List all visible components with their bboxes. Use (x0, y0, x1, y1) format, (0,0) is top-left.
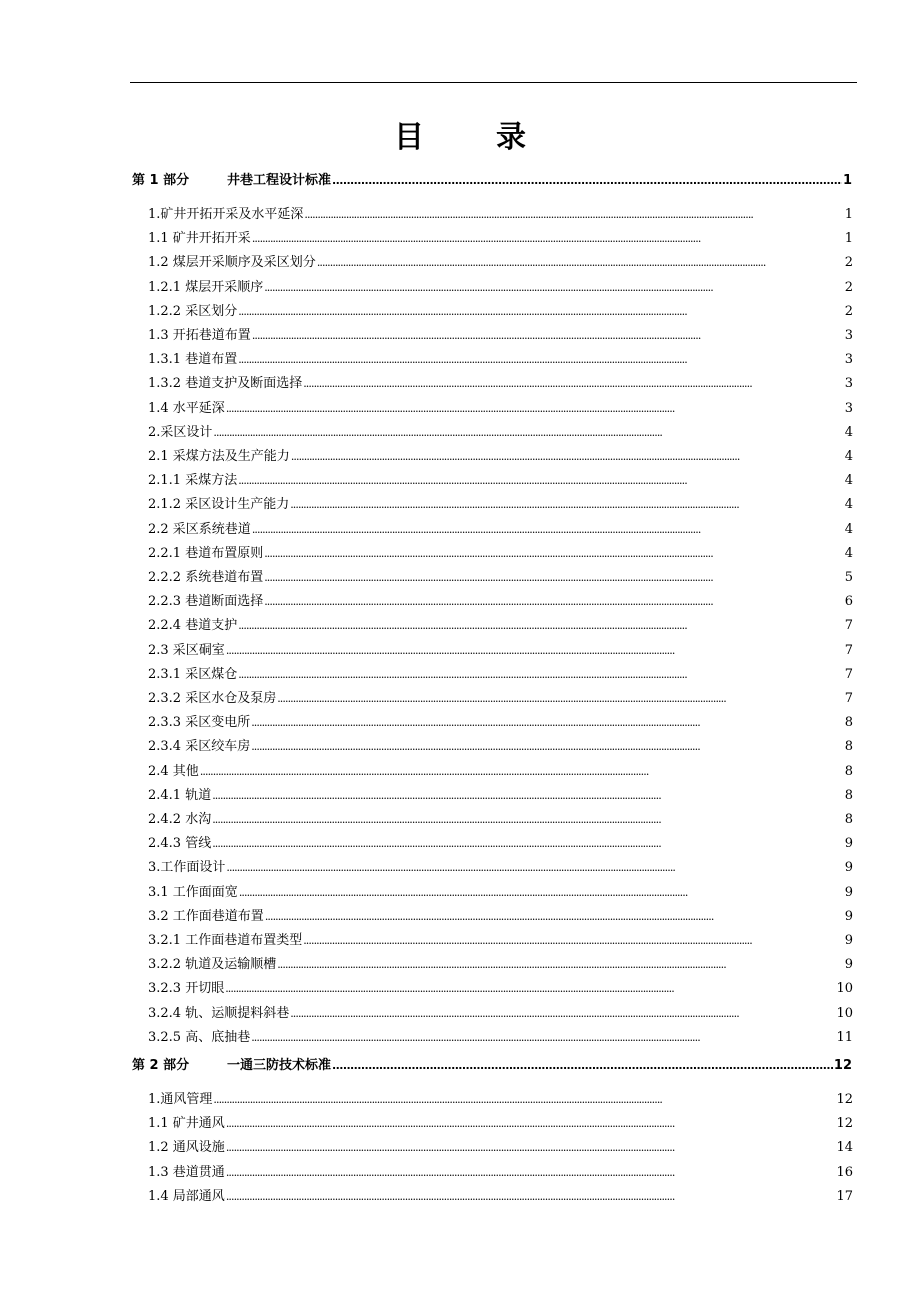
toc-entry-label: 1.1 矿井开拓开采 (148, 231, 251, 247)
toc-entry[interactable] (148, 812, 853, 828)
toc-entry-label: 2.4 其他 (148, 763, 199, 779)
dot-leader (332, 173, 842, 189)
dot-leader (226, 1140, 836, 1156)
dot-leader (277, 957, 844, 973)
toc-entry[interactable] (148, 739, 853, 755)
toc-entry[interactable] (148, 1140, 853, 1156)
toc-entry[interactable] (148, 570, 853, 586)
toc-page-number: 9 (844, 836, 853, 852)
dot-leader (252, 231, 844, 247)
toc-entry-label: 2.采区设计 (148, 424, 213, 440)
toc-page-number: 8 (844, 739, 853, 755)
toc-entry-label (132, 1058, 331, 1074)
toc-page-number: 9 (844, 908, 853, 924)
toc-entry-label (132, 173, 331, 189)
dot-leader (225, 981, 835, 997)
toc-page-number: 3 (844, 400, 853, 416)
toc-entry-label: 3.2.1 工作面巷道布置类型 (148, 933, 303, 948)
toc-page-number: 14 (836, 1140, 853, 1156)
toc-entry[interactable] (148, 352, 853, 368)
dot-leader (304, 207, 843, 223)
dot-leader (332, 1058, 833, 1074)
toc-entry[interactable] (148, 1189, 853, 1205)
toc-entry[interactable] (148, 255, 853, 271)
toc-page-number: 9 (844, 933, 853, 948)
toc-page-number: 6 (844, 594, 853, 610)
header-rule (130, 82, 857, 83)
toc-entry[interactable] (148, 981, 853, 997)
toc-entry[interactable] (148, 1006, 853, 1022)
toc-page-number: 4 (844, 497, 853, 513)
toc-part-heading[interactable] (132, 173, 852, 189)
toc-entry-label: 1.2 通风设施 (148, 1140, 225, 1156)
toc-entry[interactable] (148, 1116, 853, 1132)
toc-entry-label: 1.3.1 巷道布置 (148, 352, 238, 368)
toc-entry[interactable] (148, 667, 853, 683)
toc-entry[interactable] (148, 328, 853, 344)
toc-page-number: 9 (844, 957, 853, 973)
dot-leader (252, 522, 844, 538)
toc-entry-label: 3.2.2 轨道及运输顺槽 (148, 957, 277, 973)
toc-page-number: 1 (844, 231, 853, 247)
dot-leader (277, 691, 844, 707)
toc-page-number: 12 (833, 1058, 852, 1073)
toc-entry[interactable] (148, 909, 853, 925)
toc-entry[interactable] (148, 836, 853, 852)
toc-entry[interactable] (148, 788, 853, 804)
toc-entry-label: 3.1 工作面面宽 (148, 884, 238, 900)
part-title: 一通三防技术标准 (227, 1058, 332, 1073)
dot-leader (264, 280, 844, 296)
toc-entry[interactable] (148, 1030, 853, 1046)
toc-entry[interactable] (148, 860, 853, 876)
toc-page-number: 1 (842, 173, 852, 188)
toc-entry-label: 3.2.4 轨、运顺提料斜巷 (148, 1005, 290, 1021)
toc-entry-label: 1.2 煤层开采顺序及采区划分 (148, 255, 316, 271)
dot-leader (251, 715, 844, 731)
toc-page-number: 10 (836, 981, 853, 997)
toc-entry-label: 2.3.1 采区煤仓 (148, 666, 238, 682)
toc-entry[interactable] (148, 1092, 853, 1108)
toc-entry[interactable] (148, 231, 853, 247)
dot-leader (213, 1092, 835, 1108)
dot-leader (213, 425, 843, 441)
dot-leader (226, 401, 844, 417)
toc-entry[interactable] (148, 304, 853, 320)
toc-entry-label: 1.1 矿井通风 (148, 1116, 225, 1132)
toc-entry[interactable] (148, 764, 853, 780)
part-number: 第 2 部分 (132, 1058, 190, 1073)
toc-page-number: 7 (844, 642, 853, 658)
toc-entry-label: 2.4.3 管线 (148, 836, 212, 852)
toc-entry-label: 1.通风管理 (148, 1092, 213, 1107)
toc-entry-label: 3.2.3 开切眼 (148, 981, 225, 997)
toc-entry-label: 2.2 采区系统巷道 (148, 521, 251, 537)
toc-entry-label: 2.3.4 采区绞车房 (148, 739, 251, 755)
toc-page-number: 5 (844, 570, 853, 585)
toc-entry-label: 2.3.2 采区水仓及泵房 (148, 691, 277, 706)
toc-page-number: 8 (844, 715, 853, 731)
toc-entry-label: 2.4.2 水沟 (148, 812, 212, 827)
toc-page-number: 9 (844, 860, 853, 876)
toc-entry[interactable] (148, 715, 853, 731)
dot-leader (264, 594, 844, 610)
toc-entry-label: 3.2 工作面巷道布置 (148, 908, 264, 924)
dot-leader (290, 1006, 835, 1022)
dot-leader (251, 1030, 835, 1046)
toc-entry[interactable] (148, 473, 853, 489)
toc-entry[interactable] (148, 546, 853, 562)
title-char-1: 目 (394, 120, 424, 155)
toc-entry-label: 2.4.1 轨道 (148, 787, 212, 803)
toc-page-number: 4 (844, 545, 853, 561)
toc-page-number: 9 (844, 884, 853, 900)
toc-entry-label: 3.2.5 高、底抽巷 (148, 1029, 251, 1045)
toc-entry-label: 1.2.2 采区划分 (148, 303, 238, 319)
title-char-2: 录 (496, 120, 526, 155)
toc-entry[interactable] (148, 522, 853, 538)
toc-page-number: 12 (836, 1092, 853, 1107)
toc-entry[interactable] (148, 643, 853, 659)
toc-entry-label: 2.3.3 采区变电所 (148, 715, 251, 731)
dot-leader (212, 812, 844, 828)
toc-entry[interactable] (148, 885, 853, 901)
dot-leader (238, 618, 844, 634)
toc-page-number: 17 (836, 1188, 853, 1204)
toc-page-number: 4 (844, 424, 853, 440)
toc-entry-label: 1.4 水平延深 (148, 400, 225, 416)
dot-leader (264, 570, 844, 586)
toc-entry-label: 2.1.2 采区设计生产能力 (148, 497, 290, 513)
dot-leader (317, 255, 844, 271)
toc-entry-label: 1.3 巷道贯通 (148, 1164, 225, 1180)
toc-entry[interactable] (148, 449, 853, 465)
dot-leader (212, 788, 844, 804)
toc-entry[interactable] (148, 957, 853, 973)
dot-leader (200, 764, 844, 780)
toc-entry-label: 2.2.2 系统巷道布置 (148, 570, 264, 585)
toc-page-number: 7 (844, 691, 853, 706)
toc-page-number: 4 (844, 449, 853, 464)
toc-entry[interactable] (148, 618, 853, 634)
toc-entry[interactable] (148, 497, 853, 513)
toc-page-number: 2 (844, 303, 853, 319)
dot-leader (212, 836, 844, 852)
toc-entry[interactable] (148, 280, 853, 296)
dot-leader (226, 1189, 836, 1205)
dot-leader (226, 1116, 836, 1132)
dot-leader (238, 473, 844, 489)
toc-entry-label: 2.1 采煤方法及生产能力 (148, 449, 290, 464)
dot-leader (291, 449, 844, 465)
toc-page-number: 8 (844, 787, 853, 803)
toc-entry-label: 1.2.1 煤层开采顺序 (148, 279, 264, 295)
toc-entry-label: 1.4 局部通风 (148, 1188, 225, 1204)
toc-entry-label: 2.3 采区硐室 (148, 642, 225, 658)
dot-leader (226, 643, 844, 659)
toc-page-number: 2 (844, 279, 853, 295)
toc-entry-label: 2.2.1 巷道布置原则 (148, 545, 264, 561)
toc-page-number: 8 (844, 812, 853, 827)
toc-page-number: 12 (836, 1116, 853, 1132)
toc-entry-label: 1.3 开拓巷道布置 (148, 328, 251, 343)
dot-leader (238, 667, 844, 683)
toc-page-number: 2 (844, 255, 853, 271)
dot-leader (226, 1165, 836, 1181)
dot-leader (303, 933, 844, 949)
toc-entry[interactable] (148, 376, 853, 392)
toc-entry[interactable] (148, 594, 853, 610)
part-number: 第 1 部分 (132, 173, 190, 188)
toc-page-number: 4 (844, 521, 853, 537)
part-title: 井巷工程设计标准 (227, 173, 332, 188)
toc-page-number: 16 (836, 1164, 853, 1180)
toc-entry-label: 1.矿井开拓开采及水平延深 (148, 207, 304, 222)
toc-entry-label: 2.1.1 采煤方法 (148, 473, 238, 489)
dot-leader (238, 304, 844, 320)
toc-part-heading[interactable] (132, 1058, 852, 1074)
toc-entry-label: 3.工作面设计 (148, 860, 226, 876)
dot-leader (303, 376, 844, 392)
toc-page-number: 7 (844, 618, 853, 634)
toc-page-number: 7 (844, 666, 853, 682)
toc-page-number: 3 (844, 352, 853, 368)
toc-page-number: 10 (836, 1005, 853, 1021)
toc-page-number: 11 (836, 1029, 853, 1045)
toc-entry[interactable] (148, 207, 853, 223)
toc-page-number: 8 (844, 763, 853, 779)
toc-entry-label: 1.3.2 巷道支护及断面选择 (148, 376, 303, 392)
toc-entry[interactable] (148, 933, 853, 949)
dot-leader (226, 860, 843, 876)
page-title (0, 112, 920, 156)
toc-page-number: 1 (844, 207, 853, 222)
toc-entry[interactable] (148, 691, 853, 707)
dot-leader (238, 352, 844, 368)
dot-leader (264, 546, 844, 562)
toc-page-number: 4 (844, 473, 853, 489)
toc-entry[interactable] (148, 425, 853, 441)
toc-entry[interactable] (148, 1165, 853, 1181)
dot-leader (239, 885, 844, 901)
toc-entry[interactable] (148, 401, 853, 417)
dot-leader (265, 909, 844, 925)
toc-entry-label: 2.2.4 巷道支护 (148, 618, 238, 634)
toc-page-number: 3 (844, 376, 853, 392)
dot-leader (290, 497, 844, 513)
toc-page-number: 3 (844, 328, 853, 343)
dot-leader (252, 328, 844, 344)
toc-entry-label: 2.2.3 巷道断面选择 (148, 594, 264, 610)
dot-leader (251, 739, 844, 755)
